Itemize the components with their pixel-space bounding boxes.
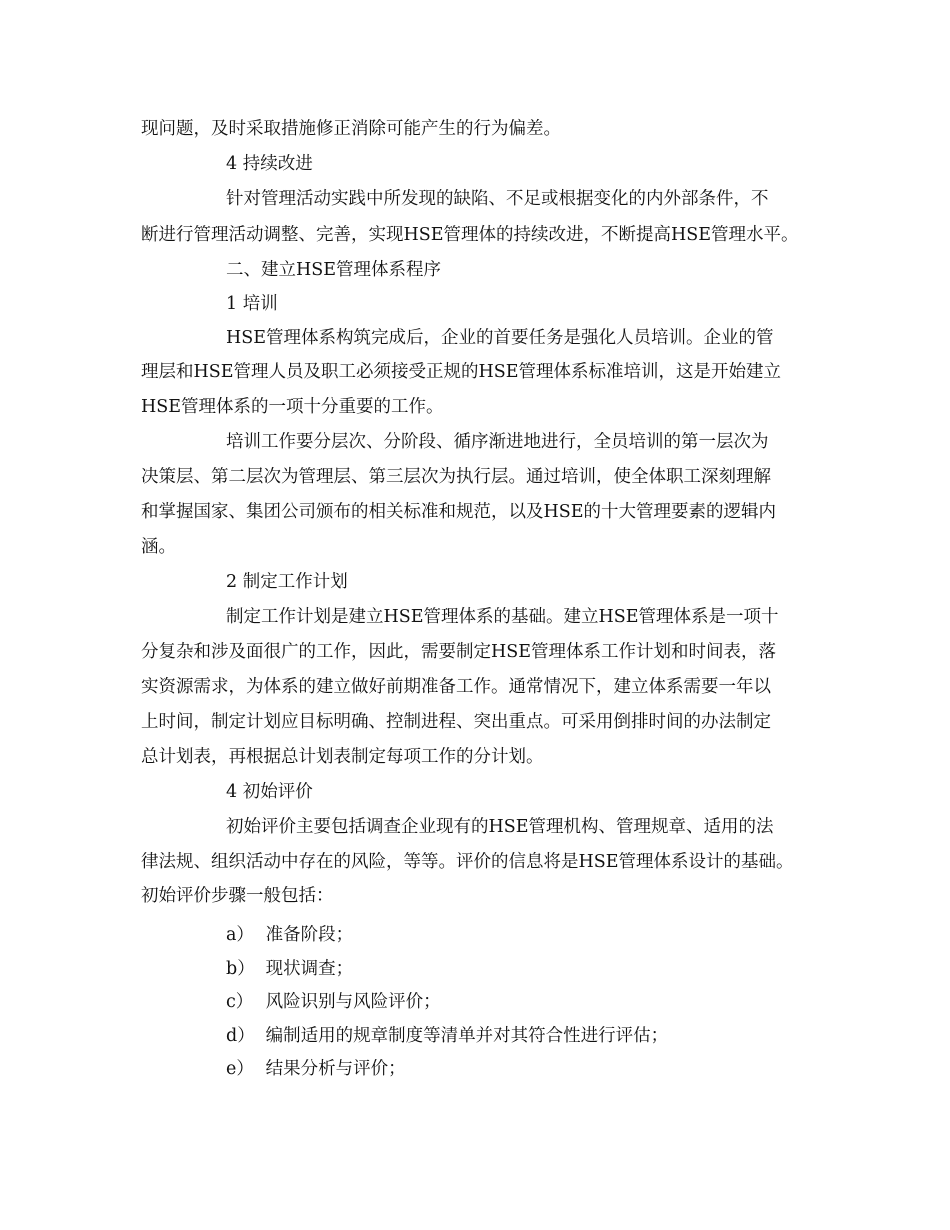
paragraph-line: 断进行管理活动调整、完善，实现HSE管理体的持续改进，不断提高HSE管理水平。: [141, 225, 799, 245]
list-item: [226, 957, 353, 981]
paragraph-line: 针对管理活动实践中所发现的缺陷、不足或根据变化的内外部条件，不: [226, 189, 769, 209]
list-item: [226, 1024, 668, 1048]
paragraph-line: 律法规、组织活动中存在的风险，等等。评价的信息将是HSE管理体系设计的基础。: [141, 852, 794, 872]
list-item-text: 结果分析与评价；: [265, 1059, 406, 1079]
paragraph-line: 实资源需求，为体系的建立做好前期准备工作。通常情况下，建立体系需要一年以: [141, 677, 771, 697]
paragraph-line: 理层和HSE管理人员及职工必须接受正规的HSE管理体系标准培训，这是开始建立: [141, 362, 782, 382]
paragraph-line: 现问题，及时采取措施修正消除可能产生的行为偏差。: [141, 119, 561, 139]
paragraph-line: 总计划表，再根据总计划表制定每项工作的分计划。: [141, 747, 544, 767]
paragraph-line: 涵。: [141, 537, 176, 557]
paragraph-line: 和掌握国家、集团公司颁布的相关标准和规范，以及HSE的十大管理要素的逻辑内: [141, 502, 777, 522]
paragraph-line: 分复杂和涉及面很广的工作，因此，需要制定HSE管理体系工作计划和时间表，落: [141, 642, 777, 662]
list-marker: a）: [226, 925, 254, 945]
list-item-text: 准备阶段；: [265, 925, 354, 945]
list-item-text: 现状调查；: [265, 959, 354, 979]
section-heading: 1 培训: [226, 294, 278, 314]
paragraph-line: 初始评价主要包括调查企业现有的HSE管理机构、管理规章、适用的法: [226, 817, 774, 837]
list-item-text: 风险识别与风险评价；: [265, 992, 441, 1012]
section-heading: 二、建立HSE管理体系程序: [226, 260, 442, 280]
paragraph-line: 制定工作计划是建立HSE管理体系的基础。建立HSE管理体系是一项十: [226, 607, 779, 627]
list-marker: c）: [226, 992, 254, 1012]
paragraph-line: 决策层、第二层次为管理层、第三层次为执行层。通过培训，使全体职工深刻理解: [141, 467, 771, 487]
paragraph-line: HSE管理体系的一项十分重要的工作。: [141, 397, 444, 417]
paragraph-line: HSE管理体系构筑完成后，企业的首要任务是强化人员培训。企业的管: [226, 328, 774, 348]
list-marker: b）: [226, 959, 255, 979]
list-item: [226, 923, 353, 947]
list-marker: e）: [226, 1059, 254, 1079]
list-item-text: 编制适用的规章制度等清单并对其符合性进行评估；: [265, 1026, 669, 1046]
paragraph-line: 初始评价步骤一般包括：: [141, 886, 334, 906]
list-marker: d）: [226, 1026, 255, 1046]
section-heading: 2 制定工作计划: [226, 572, 348, 592]
list-item: [226, 1057, 406, 1081]
section-heading: 4 持续改进: [226, 154, 313, 174]
list-item: [226, 990, 441, 1014]
paragraph-line: 培训工作要分层次、分阶段、循序渐进地进行，全员培训的第一层次为: [226, 432, 769, 452]
paragraph-line: 上时间，制定计划应目标明确、控制进程、突出重点。可采用倒排时间的办法制定: [141, 712, 771, 732]
section-heading: 4 初始评价: [226, 782, 313, 802]
